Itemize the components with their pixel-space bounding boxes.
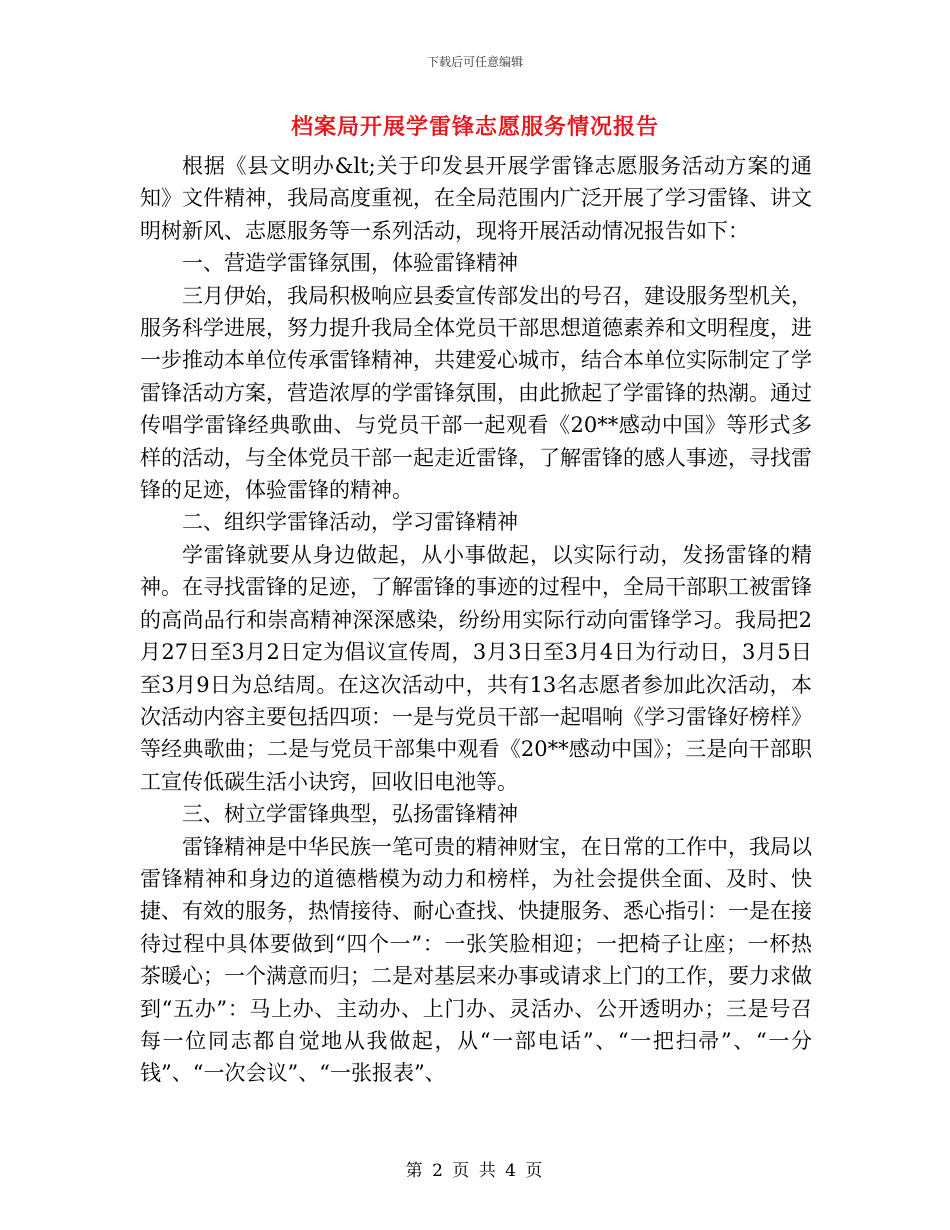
document-title: 档案局开展学雷锋志愿服务情况报告	[290, 115, 659, 140]
section-3-paragraph: 雷锋精神是中华民族一笔可贵的精神财宝，在日常的工作中，我局以雷锋精神和身边的道德楷模为动力和榜样，为社会提供全面、及时、快捷、有效的服务，热情接待、耐心查找、快捷服务、悉心指引：一是在接待过程中具体要做到“四个一”：一张笑脸相迎；一把椅子让座；一杯热茶暖心；一个满意而归；二是对基层来办事或请求上门的工作，要力求做到“五办”：马上办、主动办、上门办、灵活办、公开透明办；三是号召每一位同志都自觉地从我做起，从“一部电话”、“一把扫帚”、“一分钱”、“一次会议”、“一张报表”、	[140, 834, 812, 1086]
section-heading-1: 一、营造学雷锋氛围，体验雷锋精神	[182, 251, 518, 276]
header-note: 下载后可任意编辑	[426, 55, 523, 69]
intro-paragraph: 根据《县文明办&lt;关于印发县开展学雷锋志愿服务活动方案的通知》文件精神，我局高度重视，在全局范围内广泛开展了学习雷锋、讲文明树新风、志愿服务等一系列活动，现将开展活动情况报告如下：	[140, 154, 812, 243]
page-number-footer: 第 2 页 共 4 页	[405, 1161, 545, 1181]
document-body	[140, 150, 812, 1090]
section-2-paragraph: 学雷锋就要从身边做起，从小事做起，以实际行动，发扬雷锋的精神。在寻找雷锋的足迹，了解雷锋的事迹的过程中，全局干部职工被雷锋的高尚品行和崇高精神深深感染，纷纷用实际行动向雷锋学习。我局把2月27日至3月2日定为倡议宣传周，3月3日至3月4日为行动日，3月5日至3月9日为总结周。在这次活动中，共有13名志愿者参加此次活动，本次活动内容主要包括四项：一是与党员干部一起唱响《学习雷锋好榜样》等经典歌曲；二是与党员干部集中观看《20**感动中国》；三是向干部职工宣传低碳生活小诀窍，回收旧电池等。	[140, 542, 812, 794]
section-heading-2: 二、组织学雷锋活动，学习雷锋精神	[182, 510, 518, 535]
section-heading-3: 三、树立学雷锋典型，弘扬雷锋精神	[182, 802, 518, 827]
section-1-paragraph: 三月伊始，我局积极响应县委宣传部发出的号召，建设服务型机关，服务科学进展，努力提升我局全体党员干部思想道德素养和文明程度，进一步推动本单位传承雷锋精神，共建爱心城市，结合本单位实际制定了学雷锋活动方案，营造浓厚的学雷锋氛围，由此掀起了学雷锋的热潮。通过传唱学雷锋经典歌曲、与党员干部一起观看《20**感动中国》等形式多样的活动，与全体党员干部一起走近雷锋，了解雷锋的感人事迹，寻找雷锋的足迹，体验雷锋的精神。	[140, 283, 812, 503]
